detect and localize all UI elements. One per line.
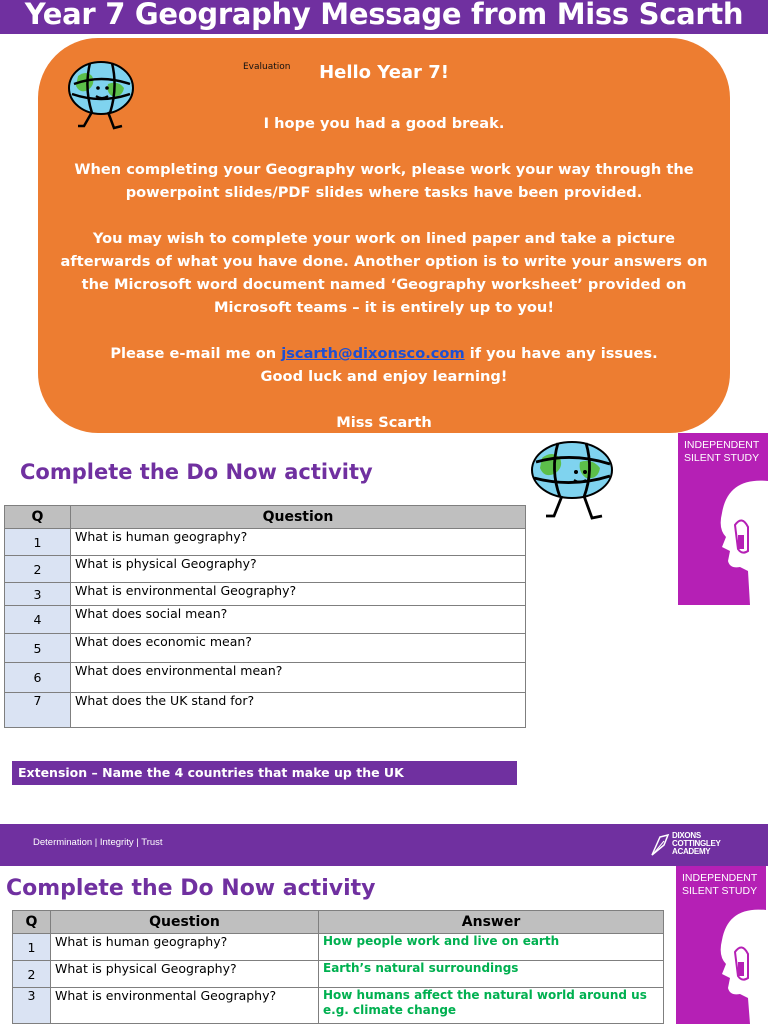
- q-number: 2: [5, 556, 71, 583]
- q-number: 6: [5, 663, 71, 693]
- walking-globe-icon: [522, 436, 622, 524]
- academy-logo: [648, 830, 758, 860]
- q-number: 2: [13, 961, 51, 988]
- question-cell: What is environmental Geography?: [71, 583, 526, 606]
- academy-line: DIXONS: [672, 831, 701, 840]
- message-line: I hope you had a good break.: [263, 115, 505, 132]
- email-prefix: Please e-mail me on: [110, 345, 282, 362]
- header-band: [0, 0, 768, 34]
- q-number: 5: [5, 634, 71, 663]
- question-cell: What is human geography?: [51, 934, 319, 961]
- do-now-table: [4, 505, 526, 728]
- independent-study-text: [684, 439, 759, 465]
- greeting: Hello Year 7!: [319, 62, 449, 83]
- iss-line: SILENT STUDY: [682, 885, 758, 897]
- quill-logo-icon: [650, 833, 670, 857]
- academy-line: COTTINGLEY: [672, 839, 721, 848]
- table-row: [13, 961, 664, 988]
- col-q-header: Q: [5, 506, 71, 529]
- email-line: [48, 342, 720, 365]
- question-cell: What is physical Geography?: [51, 961, 319, 988]
- independent-study-text: [682, 872, 757, 898]
- question-cell: What does environmental mean?: [71, 663, 526, 693]
- iss-line: INDEPENDENT: [684, 439, 760, 451]
- footer-band: [0, 824, 768, 866]
- answer-cell: Earth’s natural surroundings: [319, 961, 664, 988]
- col-question-header: Question: [51, 911, 319, 934]
- q-number: 1: [5, 529, 71, 556]
- do-now-answers-table: [12, 910, 664, 1024]
- table-row: [5, 583, 526, 606]
- section-title: Complete the Do Now activity: [6, 876, 376, 901]
- email-suffix: if you have any issues.: [464, 345, 658, 362]
- message-line: When completing your Geography work, please work your way through the: [74, 161, 694, 178]
- question-cell: What is physical Geography?: [71, 556, 526, 583]
- table-row: [5, 606, 526, 634]
- table-row: [13, 988, 664, 1024]
- message-card: [38, 38, 730, 433]
- q-number: 3: [13, 988, 51, 1024]
- col-answer-header: Answer: [319, 911, 664, 934]
- message-line: Microsoft teams – it is entirely up to you!: [214, 299, 554, 316]
- table-row: [5, 634, 526, 663]
- iss-line: INDEPENDENT: [682, 872, 758, 884]
- q-number: 7: [5, 693, 71, 728]
- independent-study-badge: [676, 866, 766, 1024]
- q-number: 1: [13, 934, 51, 961]
- message-line: afterwards of what you have done. Another option is to write your answers on: [60, 253, 708, 270]
- table-row: [5, 556, 526, 583]
- school-values: Determination | Integrity | Trust: [33, 837, 163, 848]
- question-cell: What does economic mean?: [71, 634, 526, 663]
- message-line: Good luck and enjoy learning!: [260, 368, 508, 385]
- message-line: powerpoint slides/PDF slides where tasks have been provided.: [125, 184, 643, 201]
- table-row: [5, 693, 526, 728]
- page-title: Year 7 Geography Message from Miss Scarth: [24, 0, 744, 31]
- independent-study-badge: [678, 433, 768, 605]
- question-cell: What does the UK stand for?: [71, 693, 526, 728]
- question-cell: What is environmental Geography?: [51, 988, 319, 1024]
- col-question-header: Question: [71, 506, 526, 529]
- message-line: You may wish to complete your work on lined paper and take a picture: [92, 230, 676, 247]
- message-line: the Microsoft word document named ‘Geography worksheet’ provided on: [81, 276, 687, 293]
- question-cell: What does social mean?: [71, 606, 526, 634]
- table-row: [5, 663, 526, 693]
- q-number: 4: [5, 606, 71, 634]
- extension-task: Extension – Name the 4 countries that make up the UK: [12, 761, 517, 785]
- q-number: 3: [5, 583, 71, 606]
- table-row: [13, 934, 664, 961]
- section-title: Complete the Do Now activity: [20, 460, 373, 484]
- question-cell: What is human geography?: [71, 529, 526, 556]
- iss-line: SILENT STUDY: [684, 452, 760, 464]
- signature: Miss Scarth: [336, 414, 432, 431]
- answer-cell: How humans affect the natural world around us e.g. climate change: [319, 988, 664, 1024]
- answer-cell: How people work and live on earth: [319, 934, 664, 961]
- email-link[interactable]: jscarth@dixonsco.com: [281, 345, 465, 362]
- evaluation-label: Evaluation: [243, 62, 291, 72]
- col-q-header: Q: [13, 911, 51, 934]
- academy-line: ACADEMY: [672, 847, 711, 856]
- academy-name: [672, 832, 721, 856]
- table-row: [5, 529, 526, 556]
